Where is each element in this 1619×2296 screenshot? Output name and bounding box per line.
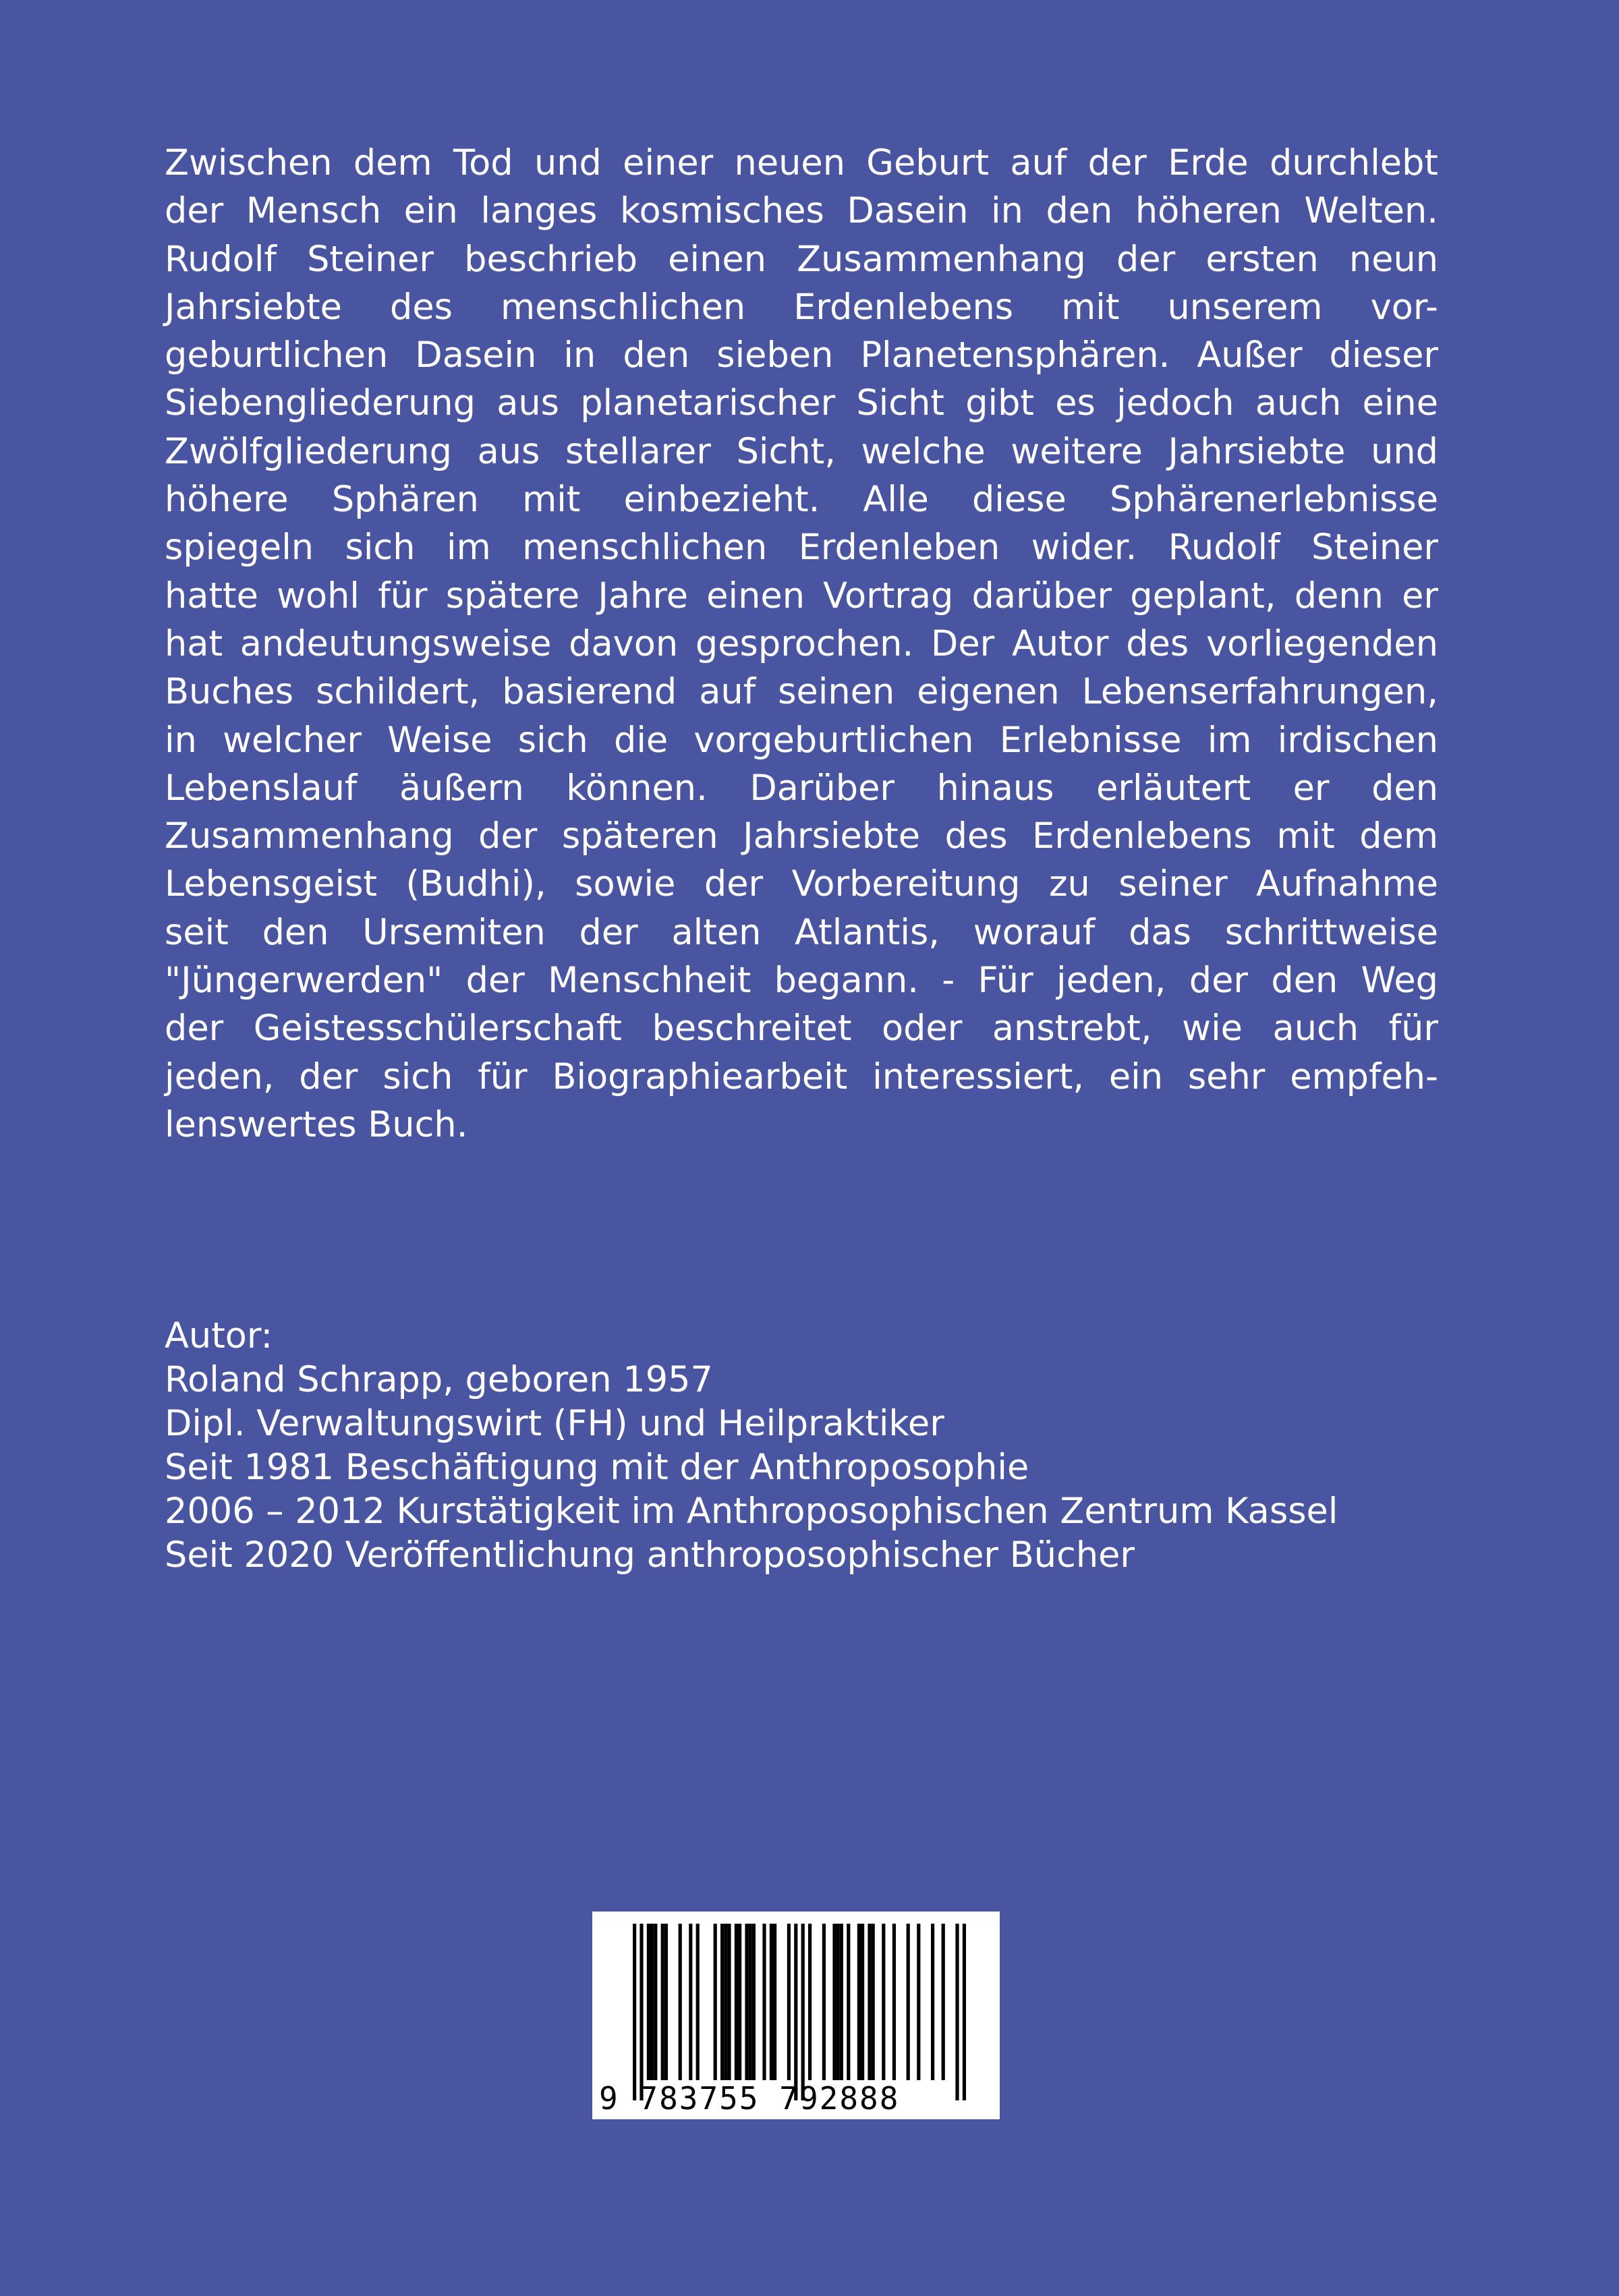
barcode-bar: [931, 1924, 934, 2080]
author-line: Roland Schrapp, geboren 1957: [165, 1359, 713, 1400]
barcode-bar: [689, 1924, 692, 2080]
author-bio: [165, 1314, 1480, 1577]
barcode-bar: [762, 1924, 766, 2080]
barcode-bar: [917, 1924, 920, 2080]
blurb-line: seit den Ursemiten der alten Atlantis, worauf das schrittweise: [165, 911, 1438, 953]
barcode-bar: [714, 1924, 717, 2080]
blurb-line: "Jüngerwerden" der Menschheit begann. - Für jeden, der den Weg: [165, 960, 1438, 1002]
barcode-bar: [907, 1924, 910, 2080]
barcode-bar: [724, 1924, 727, 2080]
barcode-bar: [822, 1924, 826, 2080]
blurb-line: Zusammenhang der späteren Jahrsiebte des Erdenlebens mit dem: [165, 815, 1438, 857]
barcode-bar: [661, 1924, 664, 2080]
barcode-bar: [882, 1924, 885, 2080]
blurb-line: Zwischen dem Tod und einer neuen Geburt auf der Erde durchlebt: [165, 142, 1438, 183]
blurb-line: jeden, der sich für Biographiearbeit interessiert, ein sehr empfeh-: [165, 1056, 1438, 1097]
blurb-line: Jahrsiebte des menschlichen Erdenlebens mit unserem vor-: [165, 286, 1438, 328]
barcode-bar: [679, 1924, 682, 2080]
barcode-bar: [861, 1924, 864, 2080]
barcode-bar: [735, 1924, 738, 2080]
blurb-line: hat andeutungsweise davon gesprochen. Der Autor des vorliegenden: [165, 623, 1438, 664]
barcode-bar: [770, 1924, 773, 2080]
barcode-bar: [801, 1924, 805, 2100]
barcode-bar: [847, 1924, 850, 2080]
blurb-line: Lebenslauf äußern können. Darüber hinaus erläutert er den: [165, 767, 1438, 809]
barcode-bar: [654, 1924, 657, 2080]
blurb-line: der Geistesschülerschaft beschreitet oder anstrebt, wie auch für: [165, 1008, 1438, 1050]
blurb-line: Buches schildert, basierend auf seinen eigenen Lebenserfahrungen,: [165, 671, 1438, 713]
author-line: Seit 1981 Beschäftigung mit der Anthroposophie: [165, 1447, 1029, 1488]
author-heading: Autor:: [165, 1315, 273, 1356]
barcode-bar: [752, 1924, 756, 2080]
blurb-line: der Mensch ein langes kosmisches Dasein in den höheren Welten.: [165, 190, 1438, 232]
barcode-bar: [650, 1924, 654, 2080]
barcode-bar: [794, 1924, 797, 2100]
barcode-bar: [696, 1924, 700, 2080]
barcode-bar: [857, 1924, 861, 2080]
barcode-bar: [892, 1924, 896, 2080]
barcode-bar: [787, 1924, 791, 2080]
blurb-line: in welcher Weise sich die vorgeburtlichen Erlebnisse im irdischen: [165, 719, 1438, 761]
blurb-line: Zwölfgliederung aus stellarer Sicht, welche weitere Jahrsiebte und: [165, 430, 1438, 472]
barcode-bar: [738, 1924, 741, 2080]
barcode-bar: [720, 1924, 724, 2080]
barcode-bar: [832, 1924, 836, 2080]
barcode-bar: [749, 1924, 752, 2080]
barcode-bar: [963, 1924, 966, 2100]
barcode-bar: [836, 1924, 840, 2080]
author-line: 2006 – 2012 Kurstätigkeit im Anthroposophischen Zentrum Kassel: [165, 1491, 1338, 1532]
barcode-bar: [745, 1924, 748, 2080]
barcode-bar: [955, 1924, 959, 2100]
isbn-barcode: [592, 1912, 1000, 2119]
author-line: Seit 2020 Veröffentlichung anthroposophischer Bücher: [165, 1534, 1135, 1576]
blurb-line: höhere Sphären mit einbezieht. Alle diese Sphärenerlebnisse: [165, 479, 1438, 521]
blurb-line: spiegeln sich im menschlichen Erdenleben wider. Rudolf Steiner: [165, 527, 1438, 569]
blurb-line: Siebengliederung aus planetarischer Sicht gibt es jedoch auch eine: [165, 382, 1438, 424]
barcode-bar: [727, 1924, 731, 2080]
blurb-line: Rudolf Steiner beschrieb einen Zusammenhang der ersten neun: [165, 238, 1438, 280]
barcode-bar: [840, 1924, 843, 2080]
author-line: Dipl. Verwaltungswirt (FH) und Heilpraktiker: [165, 1403, 944, 1444]
barcode-bar: [633, 1924, 636, 2100]
barcode-bar: [868, 1924, 871, 2080]
blurb-line: Lebensgeist (Budhi), sowie der Vorbereitung zu seiner Aufnahme: [165, 863, 1438, 905]
barcode-bar: [773, 1924, 776, 2080]
barcode-bar: [664, 1924, 668, 2080]
blurb-text: [165, 139, 1438, 1149]
barcode-bar: [647, 1924, 650, 2080]
barcode-bar: [942, 1924, 945, 2080]
blurb-line: geburtlichen Dasein in den sieben Planetensphären. Außer dieser: [165, 335, 1438, 376]
blurb-line: hatte wohl für spätere Jahre einen Vortrag darüber geplant, denn er: [165, 575, 1438, 616]
isbn-digits: 9 783755 792888: [599, 2080, 900, 2117]
barcode-bar: [640, 1924, 643, 2100]
barcode-bar: [872, 1924, 875, 2080]
barcode-bar: [808, 1924, 812, 2080]
blurb-line: lenswertes Buch.: [165, 1103, 468, 1145]
